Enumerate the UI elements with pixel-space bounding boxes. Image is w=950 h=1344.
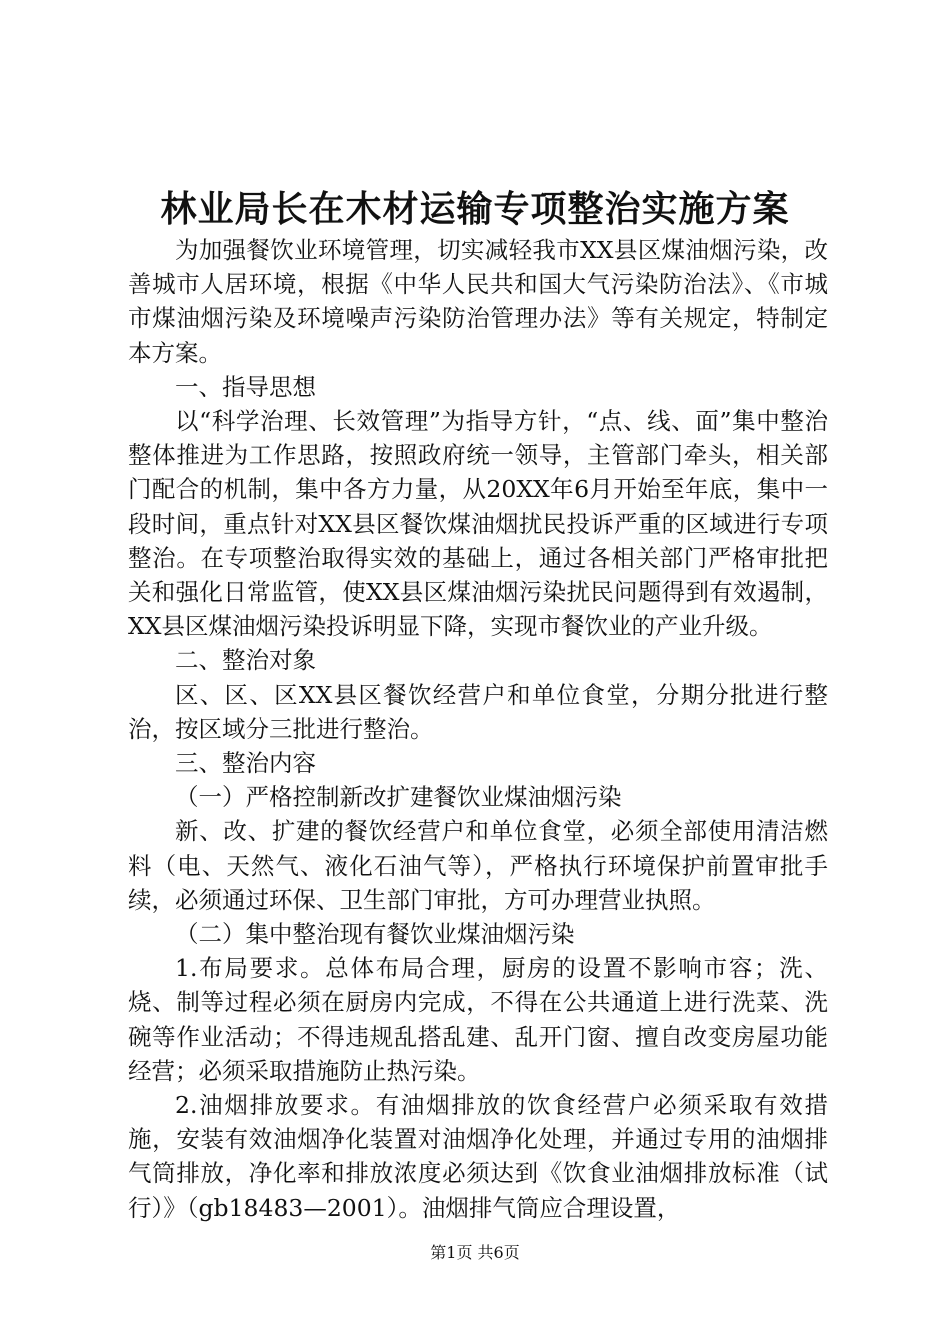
- paragraph-intro: 为加强餐饮业环境管理，切实减轻我市XX县区煤油烟污染，改善城市人居环境，根据《中华人民共和国大气污染防治法》、《市城市煤油烟污染及环境噪声污染防治管理办法》等有关规定，特制定本方案。: [128, 236, 828, 367]
- section-heading-targets: 二、整治对象: [175, 646, 316, 675]
- subsection-heading-existing: （二）集中整治现有餐饮业煤油烟污染: [175, 920, 575, 949]
- section-heading-guiding-thought: 一、指导思想: [175, 372, 316, 401]
- paragraph-guiding-thought: 以“科学治理、长效管理”为指导方针，“点、线、面”集中整治整体推进为工作思路，按照政府统一领导，主管部门牵头，相关部门配合的机制，集中各方力量，从20XX年6月开始至年底，集中一段时间，重点针对XX县区餐饮煤油烟扰民投诉严重的区域进行专项整治。在专项整治取得实效的基础上，通过各相关部门严格审批把关和强化日常监管，使XX县区煤油烟污染扰民问题得到有效遏制，XX县区煤油烟污染投诉明显下降，实现市餐饮业的产业升级。: [128, 407, 828, 641]
- paragraph-new-construction: 新、改、扩建的餐饮经营户和单位食堂，必须全部使用清洁燃料（电、天然气、液化石油气等），严格执行环境保护前置审批手续，必须通过环保、卫生部门审批，方可办理营业执照。: [128, 817, 828, 914]
- section-heading-content: 三、整治内容: [175, 749, 316, 778]
- paragraph-emission-requirements: 2.油烟排放要求。有油烟排放的饮食经营户必须采取有效措施，安装有效油烟净化装置对油烟净化处理，并通过专用的油烟排气筒排放，净化率和排放浓度必须达到《饮食业油烟排放标准（试行）》（gb18483—2001）。油烟排气筒应合理设置，: [128, 1091, 828, 1222]
- paragraph-layout-requirements: 1.布局要求。总体布局合理，厨房的设置不影响市容；洗、烧、制等过程必须在厨房内完成，不得在公共通道上进行洗菜、洗碗等作业活动；不得违规乱搭乱建、乱开门窗、擅自改变房屋功能经营；必须采取措施防止热污染。: [128, 954, 828, 1085]
- document-body: [128, 233, 828, 1225]
- document-title: 林业局长在木材运输专项整治实施方案: [160, 189, 790, 230]
- page-footer: 第1页 共6页: [430, 1243, 520, 1262]
- subsection-heading-new-construction: （一）严格控制新改扩建餐饮业煤油烟污染: [175, 783, 622, 812]
- paragraph-targets: 区、区、区XX县区餐饮经营户和单位食堂，分期分批进行整治，按区域分三批进行整治。: [128, 680, 828, 743]
